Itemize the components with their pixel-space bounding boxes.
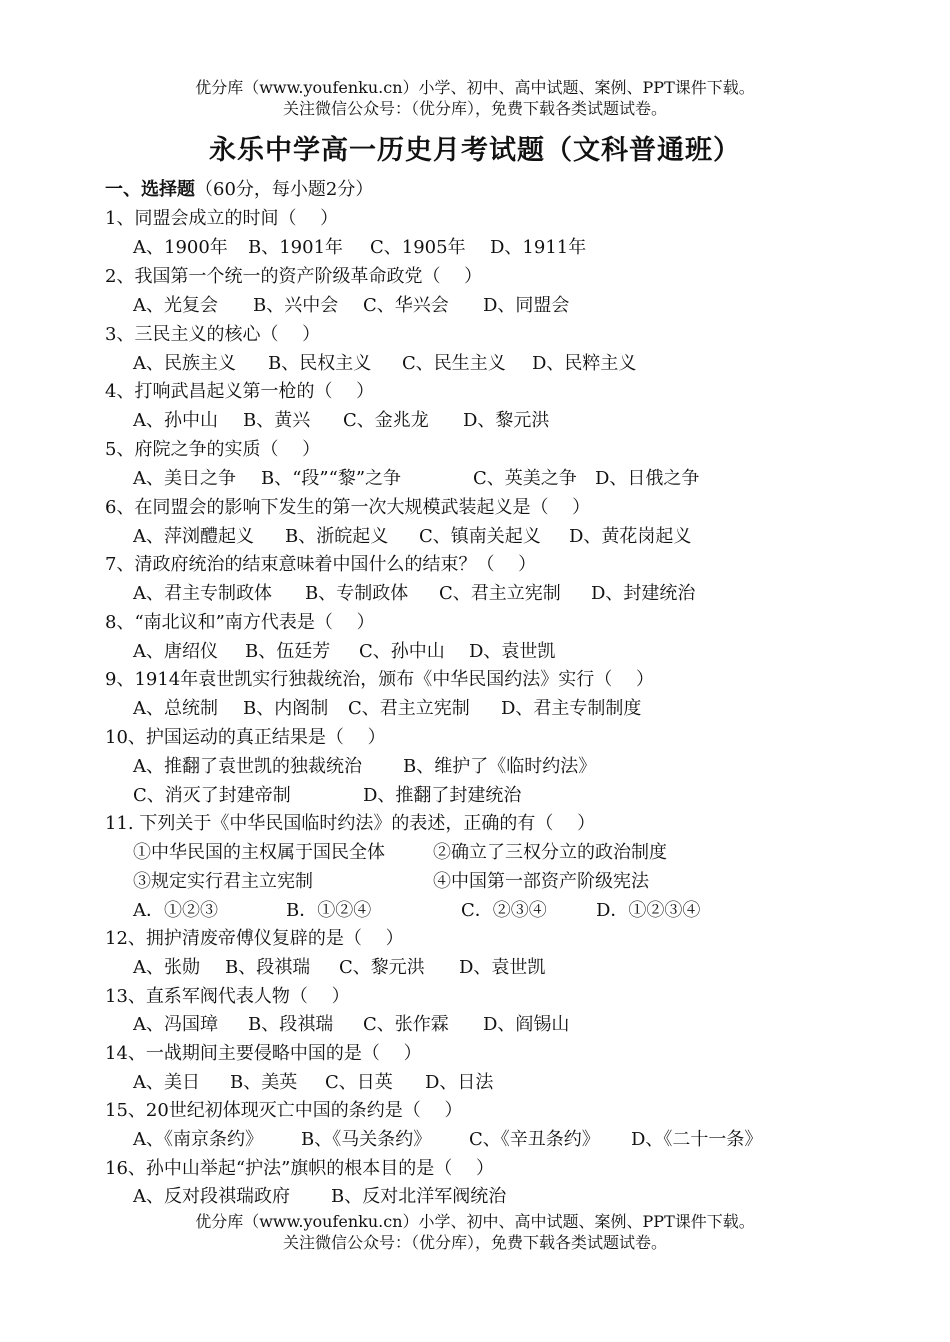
q8-option-c: C、孙中山: [359, 641, 445, 662]
q1-option-a: A、1900年: [133, 237, 228, 258]
question-3-stem: 3、三民主义的核心（ ）: [105, 324, 321, 345]
question-10-options-row2: [133, 784, 521, 808]
q2-option-c: C、华兴会: [363, 295, 449, 316]
question-16-stem: 16、孙中山举起“护法”旗帜的根本目的是（ ）: [105, 1158, 495, 1179]
q13-option-a: A、冯国璋: [133, 1014, 218, 1035]
q9-option-d: D、君主专制制度: [501, 698, 642, 719]
q13-option-d: D、阎锡山: [483, 1014, 570, 1035]
question-14-options: [133, 1071, 493, 1095]
question-4-options: [133, 409, 549, 433]
q3-option-c: C、民生主义: [402, 353, 506, 374]
section-note: （60分，每小题2分）: [195, 179, 374, 200]
q5-option-d: D、日俄之争: [595, 468, 700, 489]
q1-option-c: C、1905年: [370, 237, 466, 258]
q13-option-b: B、段祺瑞: [248, 1014, 334, 1035]
q7-option-b: B、专制政体: [305, 583, 409, 604]
q12-option-d: D、袁世凯: [459, 957, 546, 978]
question-13-stem: 13、直系军阀代表人物（ ）: [105, 986, 350, 1007]
q15-option-b: B、《马关条约》: [301, 1129, 432, 1150]
q16-option-b: B、反对北洋军阀统治: [331, 1186, 507, 1207]
q12-option-b: B、段祺瑞: [225, 957, 311, 978]
q6-option-c: C、镇南关起义: [419, 526, 541, 547]
q11-option-b: B．①②④: [286, 900, 372, 921]
question-15-stem: 15、20世纪初体现灭亡中国的条约是（ ）: [105, 1100, 463, 1121]
question-11-statements-row1: [133, 841, 667, 865]
question-7-stem: 7、清政府统治的结束意味着中国什么的结束？（ ）: [105, 554, 537, 575]
question-1-options: [133, 236, 586, 260]
footer-line-2: 关注微信公众号：（优分库），免费下载各类试题试卷。: [282, 1233, 667, 1252]
question-6-stem: 6、在同盟会的影响下发生的第一次大规模武装起义是（ ）: [105, 497, 591, 518]
q9-option-b: B、内阁制: [243, 698, 329, 719]
q6-option-a: A、萍浏醴起义: [133, 526, 254, 547]
q6-option-d: D、黄花岗起义: [569, 526, 692, 547]
section-label: 一、选择题: [105, 179, 195, 200]
q8-option-d: D、袁世凯: [469, 641, 556, 662]
q11-statement-3: ③规定实行君主立宪制: [133, 871, 313, 892]
question-11-stem: 11. 下列关于《中华民国临时约法》的表述，正确的有（ ）: [105, 813, 596, 834]
q9-option-c: C、君主立宪制: [348, 698, 470, 719]
q3-option-b: B、民权主义: [268, 353, 372, 374]
question-12-stem: 12、拥护清废帝傅仪复辟的是（ ）: [105, 928, 404, 949]
q1-option-b: B、1901年: [248, 237, 344, 258]
header-line-1: 优分库（www.youfenku.cn）小学、初中、高中试题、案例、PPT课件下载。: [195, 78, 755, 97]
q1-option-d: D、1911年: [490, 237, 587, 258]
q12-option-a: A、张勋: [133, 957, 200, 978]
q5-option-a: A、美日之争: [133, 468, 236, 489]
q8-option-b: B、伍廷芳: [245, 641, 331, 662]
q2-option-d: D、同盟会: [483, 295, 570, 316]
q10-option-b: B、维护了《临时约法》: [403, 756, 597, 777]
question-10-options-row1: [133, 755, 596, 779]
q13-option-c: C、张作霖: [363, 1014, 449, 1035]
question-6-options: [133, 525, 691, 549]
q4-option-b: B、黄兴: [243, 410, 311, 431]
header-line-2: 关注微信公众号：（优分库），免费下载各类试题试卷。: [282, 99, 667, 118]
q10-option-d: D、推翻了封建统治: [363, 785, 522, 806]
question-2-stem: 2、我国第一个统一的资产阶级革命政党（ ）: [105, 266, 483, 287]
q4-option-d: D、黎元洪: [463, 410, 550, 431]
q2-option-b: B、兴中会: [253, 295, 339, 316]
q4-option-c: C、金兆龙: [343, 410, 429, 431]
q3-option-a: A、民族主义: [133, 353, 236, 374]
question-4-stem: 4、打响武昌起义第一枪的（ ）: [105, 381, 375, 402]
question-12-options: [133, 956, 545, 980]
q15-option-c: C、《辛丑条约》: [469, 1129, 600, 1150]
q9-option-a: A、总统制: [133, 698, 218, 719]
q14-option-a: A、美日: [133, 1072, 200, 1093]
q2-option-a: A、光复会: [133, 295, 218, 316]
q10-option-c: C、消灭了封建帝制: [133, 785, 291, 806]
q14-option-b: B、美英: [230, 1072, 298, 1093]
q5-option-b: B、“段”“黎”之争: [261, 468, 402, 489]
q16-option-a: A、反对段祺瑞政府: [133, 1186, 290, 1207]
question-5-stem: 5、府院之争的实质（ ）: [105, 439, 321, 460]
question-5-options: [133, 467, 699, 491]
q12-option-c: C、黎元洪: [339, 957, 425, 978]
q7-option-c: C、君主立宪制: [439, 583, 561, 604]
q11-statement-1: ①中华民国的主权属于国民全体: [133, 842, 385, 863]
question-11-options: [133, 899, 700, 923]
question-13-options: [133, 1013, 569, 1037]
question-8-options: [133, 640, 555, 664]
q7-option-d: D、封建统治: [591, 583, 696, 604]
q10-option-a: A、推翻了袁世凯的独裁统治: [133, 756, 362, 777]
q15-option-d: D、《二十一条》: [631, 1129, 763, 1150]
question-9-stem: 9、1914年袁世凯实行独裁统治，颁布《中华民国约法》实行（ ）: [105, 669, 654, 690]
q11-option-d: D．①②③④: [596, 900, 701, 921]
q4-option-a: A、孙中山: [133, 410, 218, 431]
question-7-options: [133, 582, 695, 606]
q6-option-b: B、浙皖起义: [285, 526, 389, 547]
q11-option-c: C．②③④: [461, 900, 547, 921]
question-10-stem: 10、护国运动的真正结果是（ ）: [105, 727, 386, 748]
q11-statement-2: ②确立了三权分立的政治制度: [433, 842, 667, 863]
question-8-stem: 8、“南北议和”南方代表是（ ）: [105, 612, 375, 633]
exam-title: 永乐中学高一历史月考试题（文科普通班）: [209, 135, 741, 166]
q7-option-a: A、君主专制政体: [133, 583, 272, 604]
question-14-stem: 14、一战期间主要侵略中国的是（ ）: [105, 1043, 422, 1064]
question-16-options: [133, 1185, 506, 1209]
q11-statement-4: ④中国第一部资产阶级宪法: [433, 871, 649, 892]
footer-line-1: 优分库（www.youfenku.cn）小学、初中、高中试题、案例、PPT课件下载。: [195, 1212, 755, 1231]
question-2-options: [133, 294, 569, 318]
section-heading: [105, 178, 373, 202]
q11-option-a: A．①②③: [133, 900, 218, 921]
q8-option-a: A、唐绍仪: [133, 641, 218, 662]
question-9-options: [133, 697, 641, 721]
q3-option-d: D、民粹主义: [532, 353, 637, 374]
question-15-options: [133, 1128, 762, 1152]
question-3-options: [133, 352, 636, 376]
question-1-stem: 1、同盟会成立的时间（ ）: [105, 208, 339, 229]
question-11-statements-row2: [133, 870, 649, 894]
q5-option-c: C、英美之争: [473, 468, 577, 489]
q14-option-d: D、日法: [425, 1072, 494, 1093]
q15-option-a: A、《南京条约》: [133, 1129, 263, 1150]
q14-option-c: C、日英: [325, 1072, 393, 1093]
